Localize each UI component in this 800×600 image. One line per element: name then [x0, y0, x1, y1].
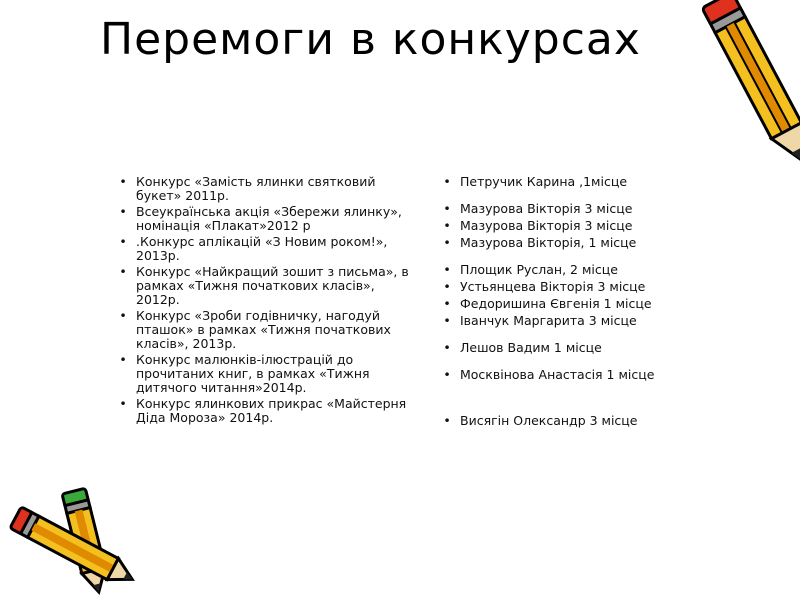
pencil-icon — [650, 0, 800, 200]
bullet: • — [443, 367, 451, 382]
bullet: • — [443, 201, 451, 216]
winners-list — [442, 175, 712, 431]
bullet: • — [443, 340, 451, 355]
list-item: • Мазурова Вікторія 3 місце — [443, 201, 633, 216]
contests-list — [118, 175, 418, 427]
pencils-icon — [0, 480, 170, 600]
list-item: • Висягін Олександр 3 місце — [443, 413, 638, 428]
bullet: • — [443, 279, 451, 294]
bullet: • — [119, 204, 127, 219]
bullet: • — [443, 218, 451, 233]
bullet: • — [443, 174, 451, 189]
list-item: • Конкурс «Замість ялинки святковий букет» 2011р. — [119, 174, 376, 203]
bullet: • — [443, 296, 451, 311]
list-item: • Конкурс «Зроби годівничку, нагодуй пташок» в рамках «Тижня початкових класів», 2013р. — [119, 308, 391, 351]
bullet: • — [119, 234, 127, 249]
list-item: • Лешов Вадим 1 місце — [443, 340, 602, 355]
bullet: • — [119, 308, 127, 323]
list-item: • .Конкурс аплікацій «З Новим роком!», 2013р. — [119, 234, 388, 263]
bullet: • — [443, 262, 451, 277]
list-item: • Іванчук Маргарита 3 місце — [443, 313, 637, 328]
slide-title: Перемоги в конкурсах — [100, 14, 641, 65]
list-item: • Конкурс ялинкових прикрас «Майстерня Діда Мороза» 2014р. — [119, 396, 407, 425]
bullet: • — [119, 352, 127, 367]
list-item: • Конкурс малюнків-ілюстрацій до прочитаних книг, в рамках «Тижня дитячого читання»2014р. — [119, 352, 370, 395]
list-item: • Площик Руслан, 2 місце — [443, 262, 618, 277]
bullet: • — [443, 313, 451, 328]
bullet: • — [443, 235, 451, 250]
list-item: • Петручик Карина ,1місце — [443, 174, 628, 189]
list-item: • Мазурова Вікторія, 1 місце — [443, 235, 637, 250]
list-item: • Федоришина Євгенія 1 місце — [443, 296, 652, 311]
bullet: • — [119, 264, 127, 279]
list-item: • Мазурова Вікторія 3 місце — [443, 218, 633, 233]
bullet: • — [119, 174, 127, 189]
list-item: • Устьянцева Вікторія 3 місце — [443, 279, 646, 294]
list-item: • Всеукраїнська акція «Збережи ялинку», номінація «Плакат»2012 р — [119, 204, 402, 233]
bullet: • — [119, 396, 127, 411]
list-item: • Конкурс «Найкращий зошит з письма», в рамках «Тижня початкових класів», 2012р. — [119, 264, 409, 307]
bullet: • — [443, 413, 451, 428]
list-item: • Москвінова Анастасія 1 місце — [443, 367, 655, 382]
